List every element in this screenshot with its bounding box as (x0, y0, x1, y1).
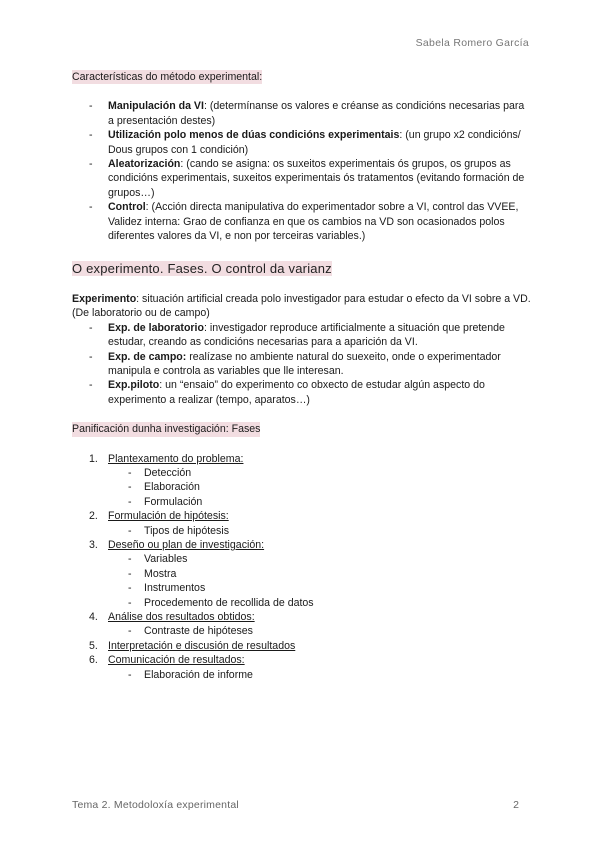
list-item: - Control: (Acción directa manipulativa do experimentador sobre a VI, control das VVEE, Validez interna: Grao de confianza en que os cambios na VD son ocasionados polos diferentes valores da VI, e non por terceiras variables.) (72, 200, 532, 243)
experiment-definition: Experimento: situación artificial creada polo investigador para estudar o efecto da VI sobre a VD. (De laboratorio ou de campo) (72, 292, 531, 320)
list-item: - Manipulación da VI: (determínanse os valores e créanse as condicións necesarias para a presentación destes) (72, 99, 532, 128)
sub-item: - Detección (72, 466, 532, 480)
section-title-characteristics: Características do método experimental: (72, 71, 263, 83)
list-item: - Aleatorización: (cando se asigna: os suxeitos experimentais ós grupos, os grupos as condicións experimentais, suxeitos experimentais ós tratamentos (evitando formación de grupos…) (72, 157, 532, 200)
list-item: - Utilización polo menos de dúas condicións experimentais: (un grupo x2 condicións/ Dous grupos con 1 condición) (72, 128, 532, 157)
phases-list (72, 452, 532, 683)
phase-item: 1. Plantexamento do problema: - Detección - Elaboración - Formulación (72, 452, 532, 510)
sub-item: - Formulación (72, 495, 532, 509)
list-item: - Exp.piloto: un “ensaio” do experimento co obxecto de estudar algún aspecto do experimento a realizar (tempo, aparatos…) (72, 378, 532, 407)
sub-item: - Procedemento de recollida de datos (72, 596, 532, 610)
sub-item: - Elaboración (72, 480, 532, 494)
phase-item: 3. Deseño ou plan de investigación: - Variables - Mostra - Instrumentos - Procedemento de recollida de datos (72, 538, 532, 610)
author-name: Sabela Romero García (415, 37, 529, 49)
sub-item: - Tipos de hipótesis (72, 524, 532, 538)
sub-item: - Instrumentos (72, 581, 532, 595)
sub-item: - Elaboración de informe (72, 668, 532, 682)
footer-title: Tema 2. Metodoloxía experimental (72, 799, 239, 811)
sub-item: - Mostra (72, 567, 532, 581)
phase-item: 4. Análise dos resultados obtidos: - Contraste de hipóteses (72, 610, 532, 639)
section-heading-experiment: O experimento. Fases. O control da varianz (72, 261, 332, 277)
experiment-types-list (72, 321, 532, 407)
sub-item: - Variables (72, 552, 532, 566)
document-body (72, 70, 532, 682)
list-item: - Exp. de laboratorio: investigador reproduce artificialmente a situación que pretende estudar, creando as condicións necesarias para a aparición da VI. (72, 321, 532, 350)
phase-item: 6. Comunicación de resultados: - Elaboración de informe (72, 653, 532, 682)
phase-item: 2. Formulación de hipótesis: - Tipos de hipótesis (72, 509, 532, 538)
list-item: - Exp. de campo: realízase no ambiente natural do suexeito, onde o experimentador manipula e controla as variables que lle interesan. (72, 350, 532, 379)
phase-item: 5. Interpretación e discusión de resultados (89, 639, 296, 652)
characteristics-list (72, 99, 532, 243)
sub-item: - Contraste de hipóteses (72, 624, 532, 638)
section-title-planning: Panificación dunha investigación: Fases (72, 423, 261, 436)
page-number: 2 (513, 799, 519, 811)
